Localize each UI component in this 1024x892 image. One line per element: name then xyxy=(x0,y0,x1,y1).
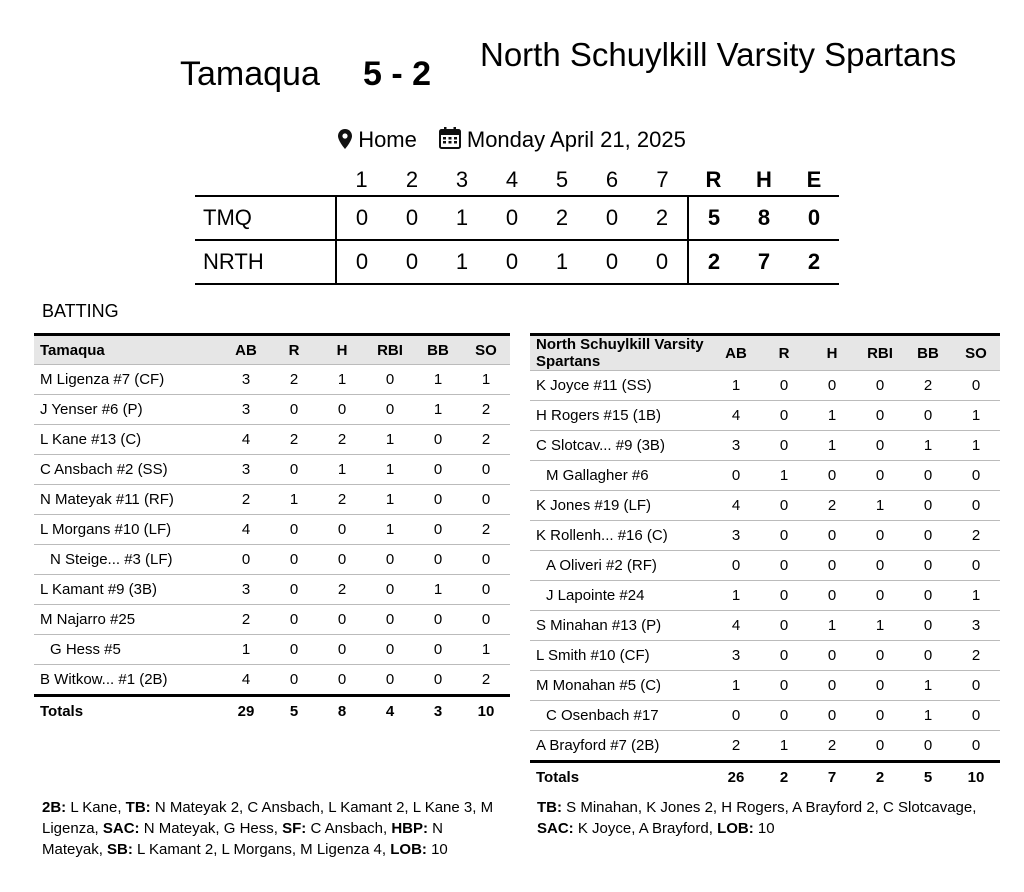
stat-cell: 1 xyxy=(414,575,462,605)
player-name: A Oliveri #2 (RF) xyxy=(530,551,712,581)
table-row xyxy=(34,485,510,515)
total-cell: 26 xyxy=(712,762,760,793)
stat-cell: 0 xyxy=(760,401,808,431)
table-row xyxy=(530,581,1000,611)
stat-cell: 1 xyxy=(760,461,808,491)
stat-cell: 1 xyxy=(270,485,318,515)
player-name: M Gallagher #6 xyxy=(530,461,712,491)
stat-cell: 0 xyxy=(760,701,808,731)
stat-cell: 0 xyxy=(760,431,808,461)
note-text: 10 xyxy=(426,841,448,858)
player-name: K Joyce #11 (SS) xyxy=(530,371,712,401)
bb-header: BB xyxy=(414,335,462,365)
inning-score: 0 xyxy=(505,249,519,274)
game-info xyxy=(0,127,1024,155)
stat-cell: 0 xyxy=(760,521,808,551)
note-key: LOB: xyxy=(390,841,427,858)
stat-cell: 0 xyxy=(414,545,462,575)
total-cell: 8 xyxy=(318,696,366,727)
hits-header: H xyxy=(756,167,772,192)
stat-cell: 0 xyxy=(904,521,952,551)
stat-cell: 0 xyxy=(952,671,1000,701)
inning-score: 0 xyxy=(605,249,619,274)
stat-cell: 0 xyxy=(904,611,952,641)
stat-cell: 0 xyxy=(712,701,760,731)
player-name: C Osenbach #17 xyxy=(530,701,712,731)
stat-cell: 2 xyxy=(462,395,510,425)
table-row xyxy=(530,551,1000,581)
table-row xyxy=(530,461,1000,491)
player-name: J Yenser #6 (P) xyxy=(34,395,222,425)
total-cell: 10 xyxy=(462,696,510,727)
table-row xyxy=(530,731,1000,762)
home-team-name: Tamaqua xyxy=(180,55,320,93)
stat-cell: 1 xyxy=(904,701,952,731)
h-header: H xyxy=(318,335,366,365)
bb-header: BB xyxy=(904,335,952,371)
table-row xyxy=(34,365,510,395)
stat-cell: 0 xyxy=(270,665,318,696)
away-team-name: North Schuylkill Varsity Spartans xyxy=(480,36,957,73)
stat-cell: 0 xyxy=(808,701,856,731)
inning-score: 0 xyxy=(605,205,619,230)
map-pin-icon xyxy=(338,129,352,155)
stat-cell: 1 xyxy=(952,401,1000,431)
table-row xyxy=(530,671,1000,701)
total-cell: 7 xyxy=(808,762,856,793)
stat-cell: 1 xyxy=(808,431,856,461)
stat-cell: 0 xyxy=(462,485,510,515)
stat-cell: 2 xyxy=(952,641,1000,671)
so-header: SO xyxy=(952,335,1000,371)
stat-cell: 3 xyxy=(222,365,270,395)
stat-cell: 1 xyxy=(856,611,904,641)
table-row xyxy=(34,395,510,425)
calendar-icon xyxy=(439,127,461,155)
stat-cell: 0 xyxy=(270,575,318,605)
stat-cell: 0 xyxy=(366,575,414,605)
stat-cell: 0 xyxy=(414,605,462,635)
table-row xyxy=(34,575,510,605)
player-name: H Rogers #15 (1B) xyxy=(530,401,712,431)
table-row xyxy=(530,701,1000,731)
player-name: K Rollenh... #16 (C) xyxy=(530,521,712,551)
player-name: S Minahan #13 (P) xyxy=(530,611,712,641)
totals-row xyxy=(530,762,1000,793)
stat-cell: 0 xyxy=(856,701,904,731)
stat-cell: 0 xyxy=(414,425,462,455)
r-header: R xyxy=(760,335,808,371)
stat-cell: 4 xyxy=(712,491,760,521)
player-name: C Ansbach #2 (SS) xyxy=(34,455,222,485)
stat-cell: 0 xyxy=(760,581,808,611)
table-row xyxy=(530,431,1000,461)
stat-cell: 0 xyxy=(856,581,904,611)
stat-cell: 0 xyxy=(414,515,462,545)
total-cell: 3 xyxy=(414,696,462,727)
totals-label: Totals xyxy=(34,696,222,727)
table-row xyxy=(530,371,1000,401)
stat-cell: 0 xyxy=(808,461,856,491)
stat-cell: 4 xyxy=(222,665,270,696)
game-location: Home xyxy=(358,127,417,152)
note-text: S Minahan, K Jones 2, H Rogers, A Brayford 2, C Slotcavage, xyxy=(562,799,977,816)
rhe-value: 7 xyxy=(757,249,771,274)
stat-cell: 0 xyxy=(760,371,808,401)
inning-score: 0 xyxy=(336,240,387,284)
batting-header-row xyxy=(34,335,510,365)
note-key: SB: xyxy=(107,841,133,858)
total-cell: 4 xyxy=(366,696,414,727)
inning-score: 1 xyxy=(455,249,469,274)
stat-cell: 1 xyxy=(904,431,952,461)
stat-cell: 2 xyxy=(318,425,366,455)
stat-cell: 0 xyxy=(904,401,952,431)
stat-cell: 3 xyxy=(222,395,270,425)
stat-cell: 3 xyxy=(222,575,270,605)
stat-cell: 0 xyxy=(952,491,1000,521)
inning-score: 0 xyxy=(405,205,419,230)
player-name: K Jones #19 (LF) xyxy=(530,491,712,521)
note-key: TB: xyxy=(125,799,151,816)
stat-cell: 1 xyxy=(712,581,760,611)
stat-cell: 1 xyxy=(712,371,760,401)
stat-cell: 0 xyxy=(318,635,366,665)
inning-score: 1 xyxy=(455,205,469,230)
player-name: N Mateyak #11 (RF) xyxy=(34,485,222,515)
stat-cell: 0 xyxy=(856,731,904,762)
player-name: A Brayford #7 (2B) xyxy=(530,731,712,762)
team-column-header: Tamaqua xyxy=(34,335,222,365)
stat-cell: 0 xyxy=(318,515,366,545)
r-header: R xyxy=(270,335,318,365)
inning-header: 7 xyxy=(656,167,669,192)
rbi-header: RBI xyxy=(366,335,414,365)
total-cell: 29 xyxy=(222,696,270,727)
stat-cell: 2 xyxy=(318,485,366,515)
player-name: L Kane #13 (C) xyxy=(34,425,222,455)
note-key: SF: xyxy=(282,820,307,837)
stat-cell: 1 xyxy=(414,395,462,425)
stat-cell: 1 xyxy=(366,485,414,515)
stat-cell: 1 xyxy=(414,365,462,395)
note-text: L Kane, xyxy=(66,799,126,816)
table-row xyxy=(34,425,510,455)
table-row xyxy=(530,641,1000,671)
rhe-value: 5 xyxy=(688,196,739,240)
stat-cell: 0 xyxy=(462,545,510,575)
stat-cell: 4 xyxy=(222,425,270,455)
inning-score: 1 xyxy=(555,249,569,274)
stat-cell: 0 xyxy=(856,401,904,431)
stat-cell: 0 xyxy=(270,515,318,545)
stat-cell: 0 xyxy=(760,611,808,641)
stat-cell: 0 xyxy=(366,635,414,665)
stat-cell: 3 xyxy=(222,455,270,485)
player-name: N Steige... #3 (LF) xyxy=(34,545,222,575)
stat-cell: 0 xyxy=(856,371,904,401)
rhe-value: 0 xyxy=(807,205,821,230)
h-header: H xyxy=(808,335,856,371)
player-name: L Kamant #9 (3B) xyxy=(34,575,222,605)
stat-cell: 0 xyxy=(856,521,904,551)
ab-header: AB xyxy=(712,335,760,371)
stat-cell: 2 xyxy=(462,425,510,455)
game-date: Monday April 21, 2025 xyxy=(466,127,686,152)
stat-cell: 1 xyxy=(808,401,856,431)
stat-cell: 3 xyxy=(952,611,1000,641)
stat-cell: 1 xyxy=(952,581,1000,611)
stat-cell: 0 xyxy=(712,461,760,491)
stat-cell: 4 xyxy=(712,611,760,641)
inning-score: 0 xyxy=(405,249,419,274)
total-cell: 5 xyxy=(270,696,318,727)
stat-cell: 0 xyxy=(414,635,462,665)
stat-cell: 0 xyxy=(366,395,414,425)
note-text: N Mateyak, xyxy=(42,820,444,858)
linescore-row xyxy=(195,196,839,240)
stat-cell: 0 xyxy=(808,671,856,701)
player-name: B Witkow... #1 (2B) xyxy=(34,665,222,696)
linescore-team-header xyxy=(195,165,336,196)
table-row xyxy=(34,605,510,635)
stat-cell: 0 xyxy=(952,731,1000,762)
stat-cell: 0 xyxy=(904,731,952,762)
stat-cell: 0 xyxy=(270,545,318,575)
errors-header: E xyxy=(806,167,822,192)
note-text: L Kamant 2, L Morgans, M Ligenza 4, xyxy=(132,841,391,858)
stat-cell: 0 xyxy=(952,461,1000,491)
stat-cell: 0 xyxy=(760,671,808,701)
stat-cell: 0 xyxy=(952,371,1000,401)
stat-cell: 0 xyxy=(904,491,952,521)
stat-cell: 1 xyxy=(222,635,270,665)
stat-cell: 1 xyxy=(808,611,856,641)
north-batting-table xyxy=(530,333,1000,792)
table-row xyxy=(530,611,1000,641)
stat-cell: 2 xyxy=(712,731,760,762)
table-row xyxy=(530,401,1000,431)
total-cell: 2 xyxy=(856,762,904,793)
stat-cell: 0 xyxy=(318,605,366,635)
stat-cell: 1 xyxy=(760,731,808,762)
stat-cell: 3 xyxy=(712,431,760,461)
stat-cell: 0 xyxy=(366,545,414,575)
stat-cell: 1 xyxy=(904,671,952,701)
note-key: SAC: xyxy=(102,820,140,837)
stat-cell: 0 xyxy=(462,575,510,605)
table-row xyxy=(34,665,510,696)
table-row xyxy=(34,545,510,575)
player-name: L Smith #10 (CF) xyxy=(530,641,712,671)
stat-cell: 0 xyxy=(856,461,904,491)
stat-cell: 0 xyxy=(270,605,318,635)
stat-cell: 1 xyxy=(366,425,414,455)
stat-cell: 0 xyxy=(808,521,856,551)
stat-cell: 2 xyxy=(462,665,510,696)
linescore-table xyxy=(195,165,839,285)
inning-score: 0 xyxy=(655,249,669,274)
final-score: 5 - 2 xyxy=(363,55,432,93)
stat-cell: 1 xyxy=(952,431,1000,461)
note-key: HBP: xyxy=(391,820,429,837)
stat-cell: 0 xyxy=(414,665,462,696)
inning-header: 5 xyxy=(555,167,569,192)
stat-cell: 0 xyxy=(462,455,510,485)
stat-cell: 2 xyxy=(318,575,366,605)
stat-cell: 4 xyxy=(712,401,760,431)
stat-cell: 0 xyxy=(904,551,952,581)
rhe-value: 2 xyxy=(688,240,739,284)
player-name: L Morgans #10 (LF) xyxy=(34,515,222,545)
note-text: K Joyce, A Brayford, xyxy=(573,820,718,837)
stat-cell: 0 xyxy=(808,551,856,581)
stat-cell: 0 xyxy=(270,635,318,665)
total-cell: 5 xyxy=(904,762,952,793)
stat-cell: 0 xyxy=(904,461,952,491)
runs-header: R xyxy=(705,167,722,192)
stat-cell: 0 xyxy=(904,581,952,611)
stat-cell: 0 xyxy=(366,665,414,696)
table-row xyxy=(530,491,1000,521)
linescore-team: NRTH xyxy=(203,249,264,274)
player-name: M Najarro #25 xyxy=(34,605,222,635)
stat-cell: 0 xyxy=(952,701,1000,731)
stat-cell: 0 xyxy=(856,641,904,671)
table-row xyxy=(34,635,510,665)
stat-cell: 0 xyxy=(856,551,904,581)
stat-cell: 0 xyxy=(856,431,904,461)
stat-cell: 1 xyxy=(366,455,414,485)
note-key: SAC: xyxy=(537,820,574,837)
player-name: M Monahan #5 (C) xyxy=(530,671,712,701)
stat-cell: 2 xyxy=(462,515,510,545)
north-batting-notes xyxy=(537,797,977,839)
rbi-header: RBI xyxy=(856,335,904,371)
note-key: TB: xyxy=(537,799,562,816)
total-cell: 2 xyxy=(760,762,808,793)
stat-cell: 1 xyxy=(462,365,510,395)
totals-row xyxy=(34,696,510,727)
player-name: M Ligenza #7 (CF) xyxy=(34,365,222,395)
table-row xyxy=(34,455,510,485)
stat-cell: 0 xyxy=(760,491,808,521)
inning-header: 3 xyxy=(455,167,469,192)
tamaqua-batting-table xyxy=(34,333,510,726)
stat-cell: 1 xyxy=(318,455,366,485)
stat-cell: 2 xyxy=(808,491,856,521)
stat-cell: 0 xyxy=(808,641,856,671)
total-cell: 10 xyxy=(952,762,1000,793)
stat-cell: 0 xyxy=(904,641,952,671)
stat-cell: 0 xyxy=(462,605,510,635)
linescore-team: TMQ xyxy=(203,205,252,230)
stat-cell: 1 xyxy=(462,635,510,665)
stat-cell: 0 xyxy=(808,371,856,401)
stat-cell: 0 xyxy=(270,455,318,485)
linescore-header-row xyxy=(195,165,839,196)
rhe-value: 2 xyxy=(807,249,821,274)
table-row xyxy=(34,515,510,545)
player-name: G Hess #5 xyxy=(34,635,222,665)
stat-cell: 2 xyxy=(270,425,318,455)
stat-cell: 0 xyxy=(414,485,462,515)
stat-cell: 2 xyxy=(222,605,270,635)
inning-score: 0 xyxy=(505,205,519,230)
inning-header: 2 xyxy=(405,167,419,192)
stat-cell: 0 xyxy=(808,581,856,611)
ab-header: AB xyxy=(222,335,270,365)
team-column-header: North Schuylkill Varsity Spartans xyxy=(530,335,712,371)
stat-cell: 0 xyxy=(318,545,366,575)
stat-cell: 0 xyxy=(222,545,270,575)
inning-score: 0 xyxy=(336,196,387,240)
tamaqua-batting-notes xyxy=(42,797,502,860)
stat-cell: 0 xyxy=(952,551,1000,581)
stat-cell: 0 xyxy=(760,641,808,671)
stat-cell: 4 xyxy=(222,515,270,545)
note-text: N Mateyak, G Hess, xyxy=(139,820,283,837)
inning-header: 6 xyxy=(605,167,619,192)
note-text: 10 xyxy=(753,820,775,837)
stat-cell: 2 xyxy=(222,485,270,515)
player-name: C Slotcav... #9 (3B) xyxy=(530,431,712,461)
table-row xyxy=(530,521,1000,551)
note-text: N Mateyak 2, C Ansbach, L Kamant 2, L Kane 3, M Ligenza, xyxy=(42,799,494,837)
rhe-value: 8 xyxy=(757,205,771,230)
player-name: J Lapointe #24 xyxy=(530,581,712,611)
stat-cell: 2 xyxy=(270,365,318,395)
stat-cell: 1 xyxy=(318,365,366,395)
stat-cell: 1 xyxy=(366,515,414,545)
stat-cell: 2 xyxy=(952,521,1000,551)
stat-cell: 0 xyxy=(318,665,366,696)
note-key: LOB: xyxy=(717,820,754,837)
stat-cell: 0 xyxy=(414,455,462,485)
so-header: SO xyxy=(462,335,510,365)
inning-score: 2 xyxy=(555,205,569,230)
stat-cell: 0 xyxy=(270,395,318,425)
batting-header-row xyxy=(530,335,1000,371)
inning-header: 1 xyxy=(355,167,368,192)
stat-cell: 2 xyxy=(808,731,856,762)
linescore-row xyxy=(195,240,839,284)
note-text: C Ansbach, xyxy=(306,820,392,837)
stat-cell: 1 xyxy=(712,671,760,701)
stat-cell: 0 xyxy=(712,551,760,581)
stat-cell: 0 xyxy=(366,605,414,635)
stat-cell: 3 xyxy=(712,521,760,551)
stat-cell: 0 xyxy=(366,365,414,395)
inning-header: 4 xyxy=(505,167,519,192)
inning-score: 2 xyxy=(655,205,669,230)
note-key: 2B: xyxy=(42,799,67,816)
totals-label: Totals xyxy=(530,762,712,793)
stat-cell: 0 xyxy=(318,395,366,425)
batting-section-title: BATTING xyxy=(42,301,119,321)
stat-cell: 0 xyxy=(856,671,904,701)
stat-cell: 3 xyxy=(712,641,760,671)
stat-cell: 0 xyxy=(760,551,808,581)
stat-cell: 1 xyxy=(856,491,904,521)
stat-cell: 2 xyxy=(904,371,952,401)
